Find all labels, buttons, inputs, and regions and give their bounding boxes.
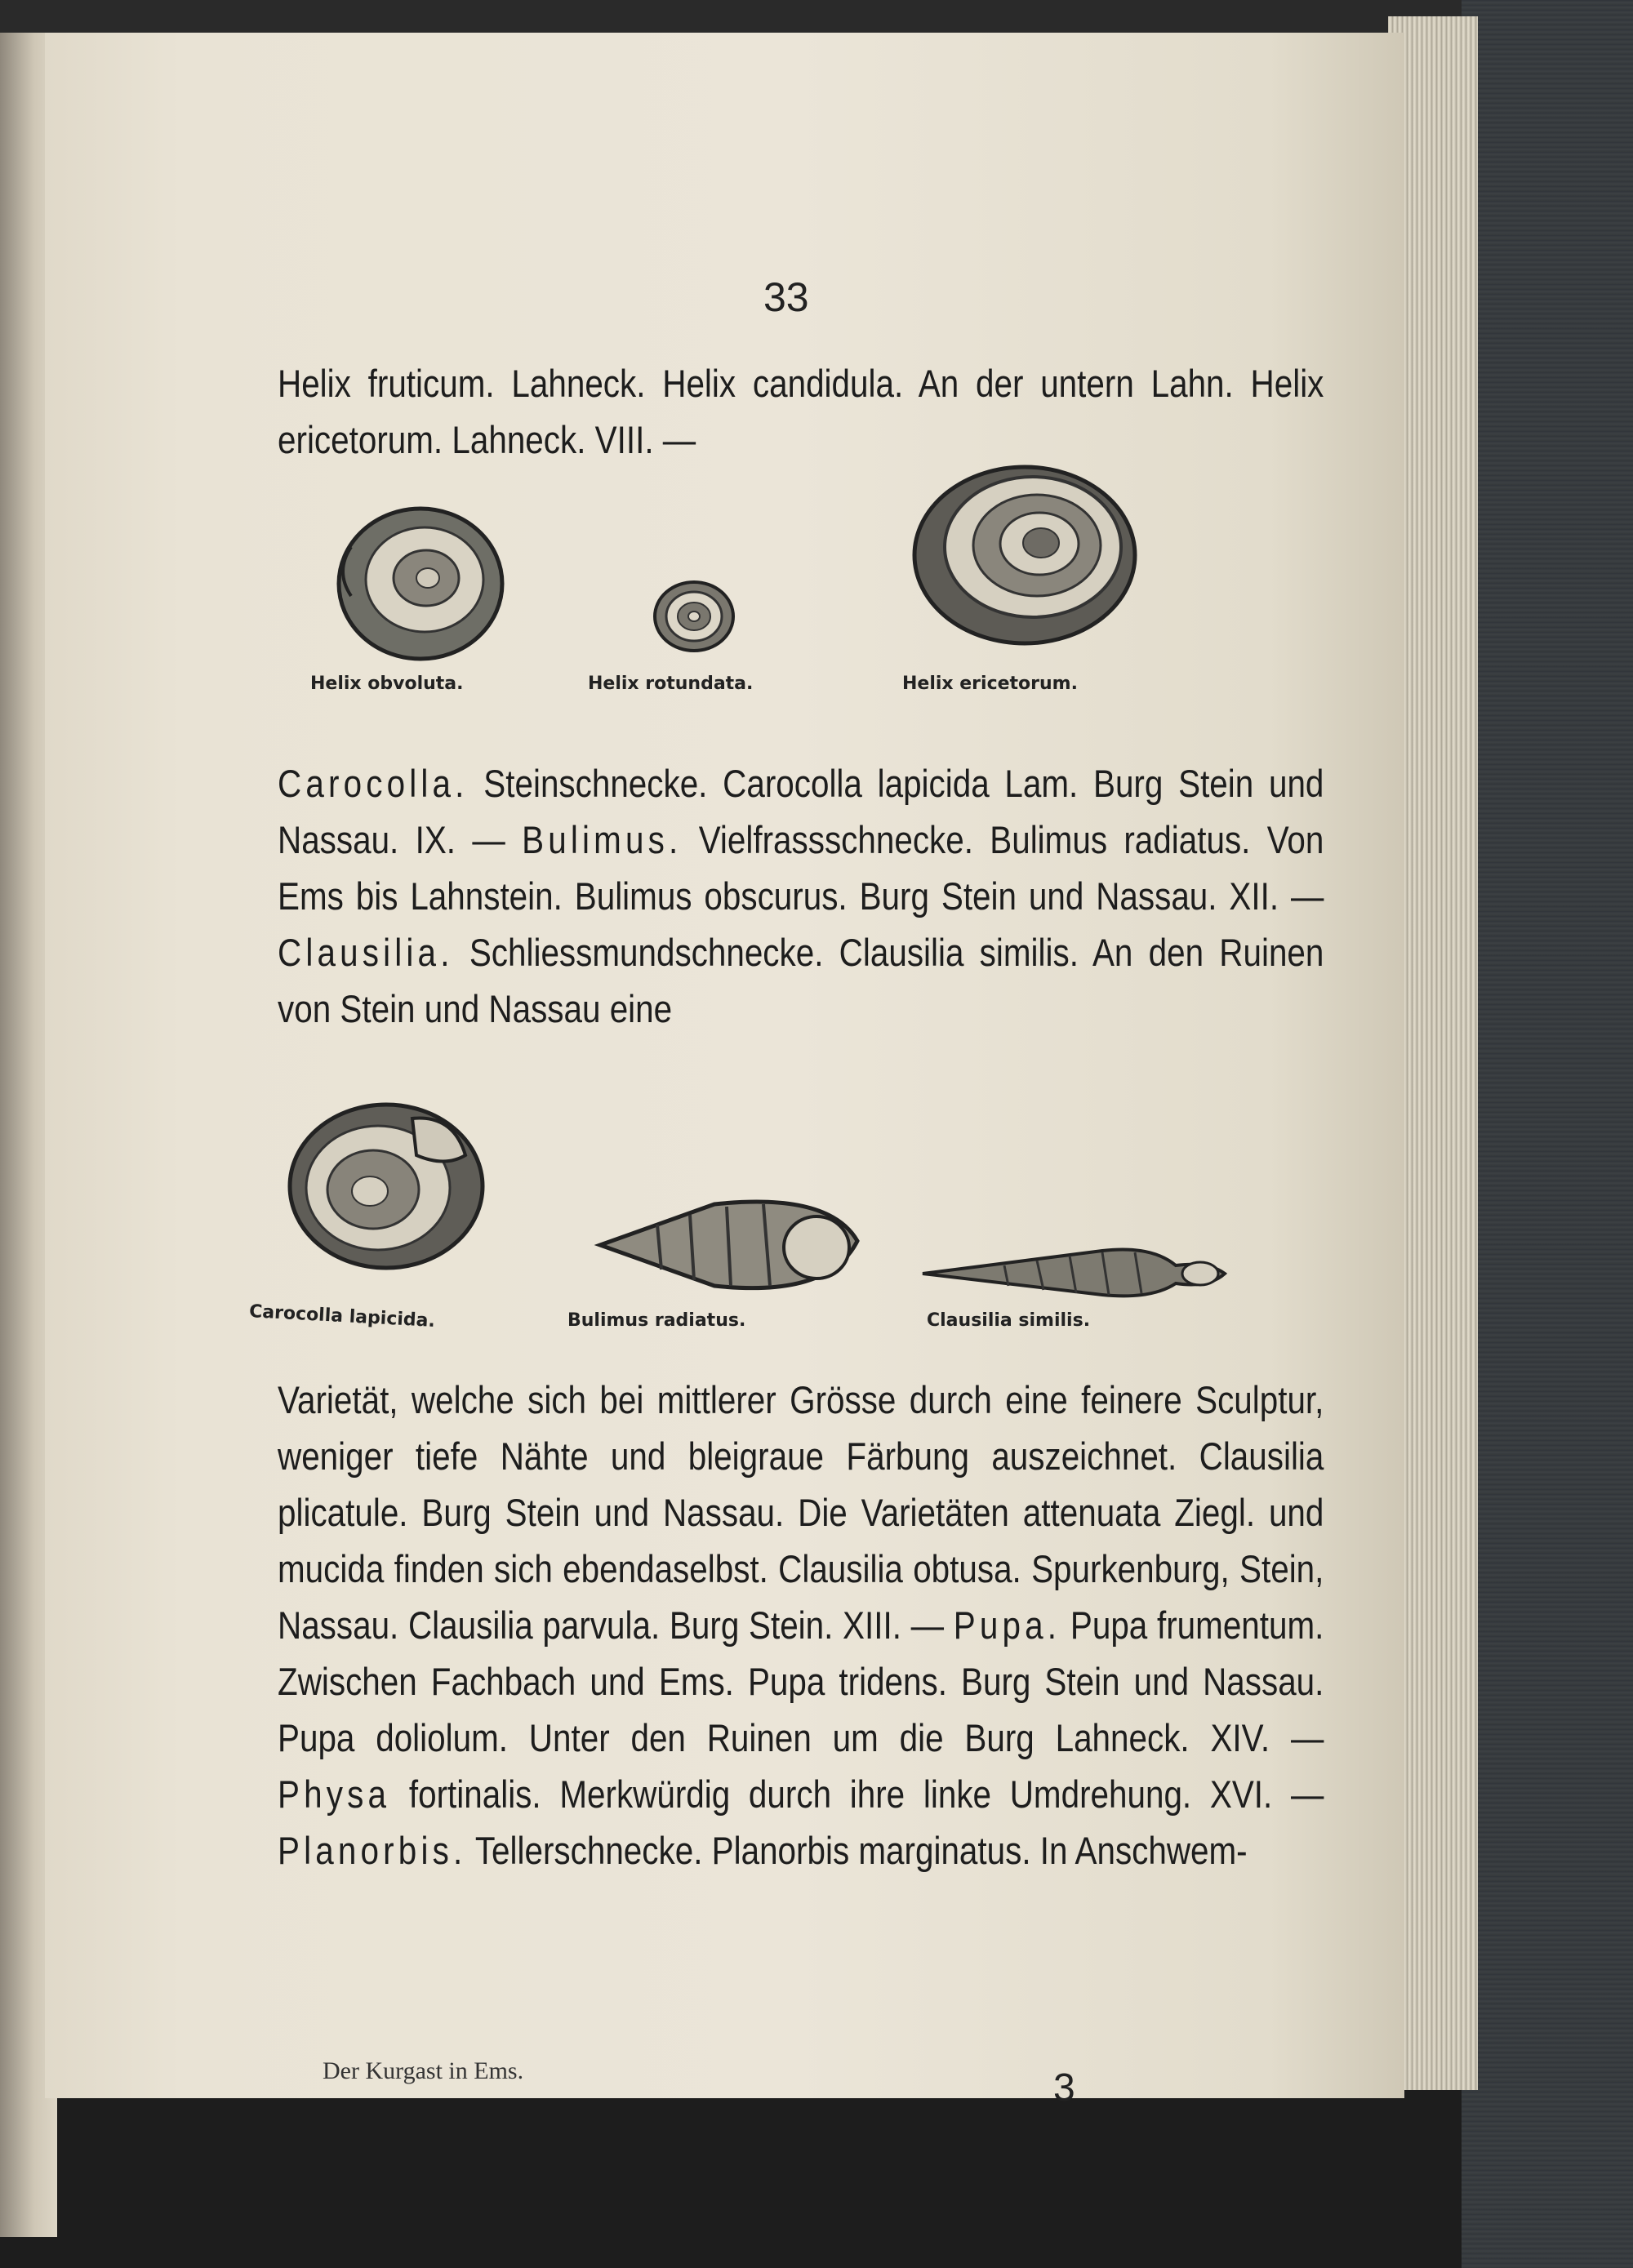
paragraph-3-text-1: Varietät, welche sich bei mittlerer Grösse durch eine feinere Sculptur, weniger tiefe Nähte und bleigraue Färbung auszeichnet. Clausilia plicatule. Burg Stein und Nassau. Die Varietäten attenuata Ziegl. und mucida finden sich ebendaselbst. Clausilia obtusa. Spurkenburg, Stein, Nassau. Clausilia parvula. Burg Stein. XIII. — [278,1378,1324,1647]
genus-bulimus: Bulimus. [522,818,683,861]
helix-rotundata-shell-icon [649,576,739,657]
footer-signature: Der Kurgast in Ems. [323,2057,524,2084]
caption-helix-ericetorum: Helix ericetorum. [902,674,1078,694]
helix-ericetorum-shell-icon [902,457,1147,653]
paragraph-3 [278,1372,1324,1879]
page-number: 33 [763,274,809,320]
paragraph-3-text-4: Tellerschnecke. Planorbis marginatus. In Anschwem- [466,1829,1248,1872]
helix-obvoluta-shell-icon [327,498,514,669]
paragraph-1 [278,355,1324,468]
carocolla-lapicida-shell-icon [282,1090,494,1278]
paragraph-3-text-2: Pupa frumentum. Zwischen Fachbach und Ems. Pupa tridens. Burg Stein und Nassau. Pupa doliolum. Unter den Ruinen um die Burg Lahneck. XIV. — [278,1603,1324,1759]
caption-carocolla-lapicida: Carocolla lapicida. [248,1301,436,1332]
paragraph-2-text-3: Schliessmundschnecke. Clausilia similis. An den Ruinen von Stein und Nassau eine [278,931,1324,1030]
caption-helix-obvoluta: Helix obvoluta. [310,674,464,694]
book-cover-edge [1462,0,1633,2268]
bulimus-radiatus-shell-icon [584,1184,870,1306]
paragraph-2 [278,755,1324,1037]
paragraph-1-text: Helix fruticum. Lahneck. Helix candidula. An der untern Lahn. Helix ericetorum. Lahneck. VIII. — [278,362,1324,461]
genus-clausilia: Clausilia. [278,931,454,974]
genus-planorbis: Planorbis. [278,1829,467,1872]
genus-pupa: Pupa. [953,1603,1061,1647]
caption-helix-rotundata: Helix rotundata. [588,674,754,694]
caption-clausilia-similis: Clausilia similis. [927,1310,1091,1331]
paragraph-2-text-1: Steinschnecke. Carocolla lapicida Lam. Burg Stein und Nassau. IX. — [278,762,1324,861]
book-page [45,33,1404,2110]
genus-carocolla: Carocolla. [278,762,469,805]
clausilia-similis-shell-icon [914,1241,1233,1306]
paragraph-2-text-2: Vielfrassschnecke. Bulimus radiatus. Von Ems bis Lahnstein. Bulimus obscurus. Burg Stein und Nassau. XII. — [278,818,1324,918]
footer-sheet-number: 3 [1053,2066,1075,2110]
paragraph-3-text-3: fortinalis. Merkwürdig durch ihre linke Umdrehung. XVI. — [390,1772,1324,1816]
genus-physa: Physa [278,1772,391,1816]
caption-bulimus-radiatus: Bulimus radiatus. [567,1310,746,1331]
